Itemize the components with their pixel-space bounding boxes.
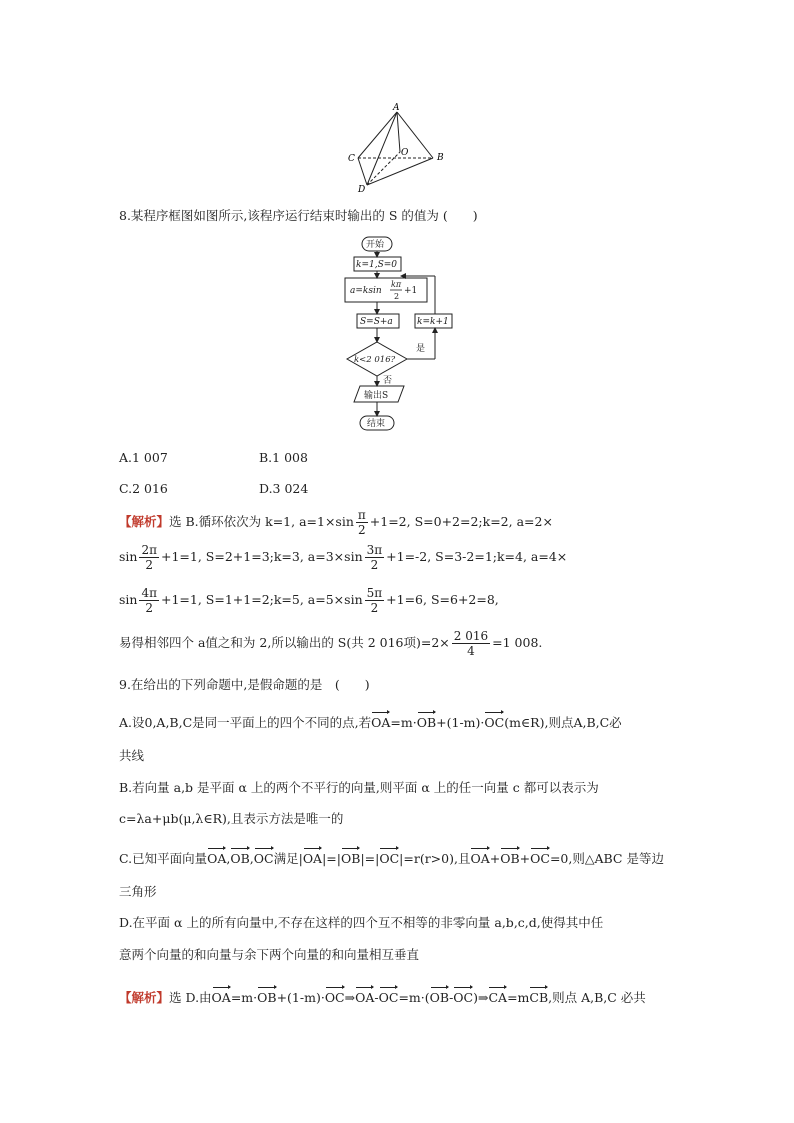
- q8-analysis-line-2: sin $\frac{2\pi}{2}$ +1=1, S=2+1=3;k=3, a=3×sin $\frac{3\pi}{2}$ +1=-2, S=3-2=1;k=4, a=4×: [119, 543, 568, 572]
- vector-ob: OB: [417, 710, 436, 731]
- vertex-label-b: B: [437, 153, 444, 163]
- q9-analysis-line-1: 【解析】选 D.由OA=m·OB+(1-m)·OC⇒OA-OC=m·(OB-OC)⇒CA=mCB,则点 A,B,C 必共: [119, 985, 646, 1006]
- fraction: $\frac{\pi}{2}$: [357, 508, 366, 537]
- q9-option-a-line-2: 共线: [119, 748, 145, 763]
- vertex-label-o: O: [401, 148, 409, 158]
- vertex-label-c: C: [348, 154, 355, 164]
- flowchart-no: 否: [383, 376, 393, 386]
- q9-option-c-line-2: 三角形: [119, 884, 157, 899]
- flowchart-start: 开始: [366, 240, 385, 250]
- q9-option-c-line-1: C.已知平面向量OA,OB,OC满足|OA|=|OB|=|OC|=r(r>0),且OA+OB+OC=0,则△ABC 是等边: [119, 846, 664, 867]
- vertex-label-a: A: [393, 103, 400, 113]
- analysis-tag: 【解析】: [119, 514, 170, 529]
- question-8-stem: 8.某程序框图如图所示,该程序运行结束时输出的 S 的值为 ( ): [119, 208, 478, 223]
- fraction: $\frac{3\pi}{2}$: [366, 543, 383, 572]
- fraction: $\frac{5\pi}{2}$: [366, 586, 383, 615]
- fraction: $\frac{2 016}{4}$: [453, 629, 489, 658]
- q8-analysis-line-3: sin $\frac{4\pi}{2}$ +1=1, S=1+1=2;k=5, a=5×sin $\frac{5\pi}{2}$ +1=6, S=6+2=8,: [119, 586, 499, 615]
- option-c: C.2 016: [119, 481, 168, 496]
- pyramid-figure: [345, 100, 455, 195]
- flowchart-assign-a-suffix: +1: [404, 286, 418, 296]
- fraction: $\frac{4\pi}{2}$: [141, 586, 157, 615]
- flowchart-assign-a-num: kπ: [391, 280, 402, 289]
- flowchart-condition: k<2 016?: [354, 355, 396, 365]
- question-9-stem: 9.在给出的下列命题中,是假命题的是 ( ): [119, 677, 370, 692]
- q9-option-a-line-1: A.设0,A,B,C是同一平面上的四个不同的点,若OA=m·OB+(1-m)·OC(m∈R),则点A,B,C必: [119, 710, 622, 731]
- vector-oc: OC: [484, 710, 504, 731]
- vector-oa: OA: [371, 710, 390, 731]
- flowchart-end: 结束: [367, 419, 386, 429]
- q9-option-d-line-2: 意两个向量的和向量与余下两个向量的和向量相互垂直: [119, 947, 420, 962]
- q8-analysis-line-4: 易得相邻四个 a值之和为 2,所以输出的 S(共 2 016项)=2× $\frac{2 016}{4}$ =1 008.: [119, 629, 543, 658]
- option-a: A.1 007: [119, 450, 168, 465]
- option-b: B.1 008: [259, 450, 308, 465]
- flowchart-yes: 是: [416, 344, 426, 354]
- analysis-tag: 【解析】: [119, 990, 170, 1005]
- q8-analysis-line-1: 【解析】选 B.循环依次为 k=1, a=1×sin $\frac{\pi}{2}$ +1=2, S=0+2=2;k=2, a=2×: [119, 508, 553, 537]
- option-d: D.3 024: [259, 481, 309, 496]
- flowchart-increment: k=k+1: [417, 317, 449, 327]
- flowchart-assign-a-prefix: a=ksin: [350, 286, 382, 296]
- fraction: $\frac{2\pi}{2}$: [141, 543, 157, 572]
- flowchart-output: 输出S: [364, 391, 389, 401]
- flowchart-sum: S=S+a: [360, 317, 393, 327]
- q9-option-d-line-1: D.在平面 α 上的所有向量中,不存在这样的四个互不相等的非零向量 a,b,c,d,使得其中任: [119, 915, 604, 930]
- q9-option-b-line-1: B.若向量 a,b 是平面 α 上的两个不平行的向量,则平面 α 上的任一向量 c 都可以表示为: [119, 780, 599, 795]
- q9-option-b-line-2: c=λa+μb(μ,λ∈R),且表示方法是唯一的: [119, 811, 344, 826]
- vertex-label-d: D: [358, 185, 366, 195]
- flowchart-init: k=1,S=0: [356, 260, 398, 270]
- flowchart-assign-a-den: 2: [394, 292, 400, 301]
- flowchart: [340, 232, 460, 437]
